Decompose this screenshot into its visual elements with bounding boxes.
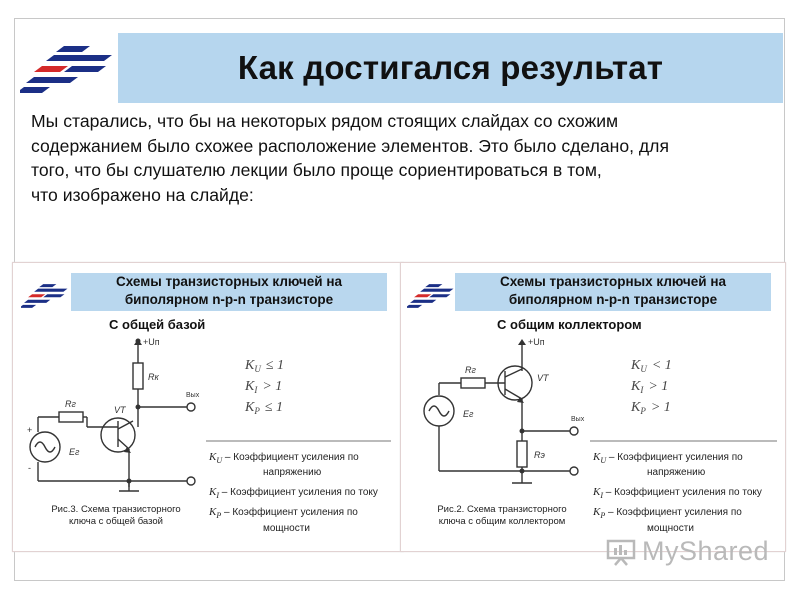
body-line: содержанием было схожее расположение элементов. Это было сделано, для [31,135,669,156]
watermark-text: MyShared [642,536,770,566]
panel-title: Схемы транзисторных ключей на биполярном n-p-n транзисторе [455,273,771,311]
legend-kp-cont: мощности [263,523,310,534]
body-line: Мы старались, что бы на некоторых рядом стоящих слайдах со схожим [31,111,619,131]
watermark [606,536,769,567]
panel-title: Схемы транзисторных ключей на биполярном n-p-n транзисторе [71,273,387,311]
panel-subtitle: С общей базой [109,317,206,332]
plus-label: + [27,425,33,435]
out-label: Вых [571,416,585,423]
panel-subtitle: С общим коллектором [497,317,642,332]
rk-label: Rк [148,372,159,382]
out-label: Вых [186,392,200,399]
body-line: что изображено на слайде: [31,184,254,205]
legend-ku: $K_U$ – Коэффициент усиления по [209,451,359,465]
vcc-label: +Uп [143,337,160,347]
legend-ku-cont: напряжению [263,467,322,478]
legend-ku: $K_U$ – Коэффициент усиления по [593,451,743,465]
coef-ki: $K_I > 1$ [631,379,669,395]
common-collector-slide-thumbnail [400,262,786,552]
common-base-slide-thumbnail [12,262,404,552]
coef-ku: $K_U \le 1$ [245,358,285,374]
coef-ku: $K_U < 1$ [631,358,672,374]
figure-caption: Рис.2. Схема транзисторного ключа с общим коллектором [437,504,567,527]
slide-body-text [31,109,776,207]
legend-kp: $K_P$ – Коэффициент усиления по [209,506,358,520]
legend-ki: $K_I$ – Коэффициент усиления по току [593,486,762,500]
vcc-label: +Uп [528,337,545,347]
rg-label: Rг [465,365,476,375]
vt-label: VT [537,373,549,383]
coef-kp: $K_P \le 1$ [245,400,284,416]
eg-label: Eг [463,409,474,419]
legend-ki: $K_I$ – Коэффициент усиления по току [209,486,378,500]
panel-logo [407,281,455,309]
legend-kp: $K_P$ – Коэффициент усиления по [593,506,742,520]
panel-logo [21,281,69,309]
figure-caption: Рис.3. Схема транзисторного ключа с общей базой [51,504,181,527]
minus-label: - [28,463,31,473]
vt-label: VT [114,405,126,415]
slide-title: Как достигался результат [237,49,664,86]
re-label: Rэ [534,450,545,460]
rg-label: Rг [65,399,76,409]
coef-ki: $K_I > 1$ [245,379,283,395]
legend-kp-cont: мощности [647,523,694,534]
company-logo [20,40,115,95]
legend-ku-cont: напряжению [647,467,706,478]
eg-label: Eг [69,447,80,457]
body-line: того, что бы слушателю лекции было проще сориентироваться в том, [31,160,602,180]
coef-kp: $K_P > 1$ [631,400,671,416]
presentation-icon [606,538,636,566]
